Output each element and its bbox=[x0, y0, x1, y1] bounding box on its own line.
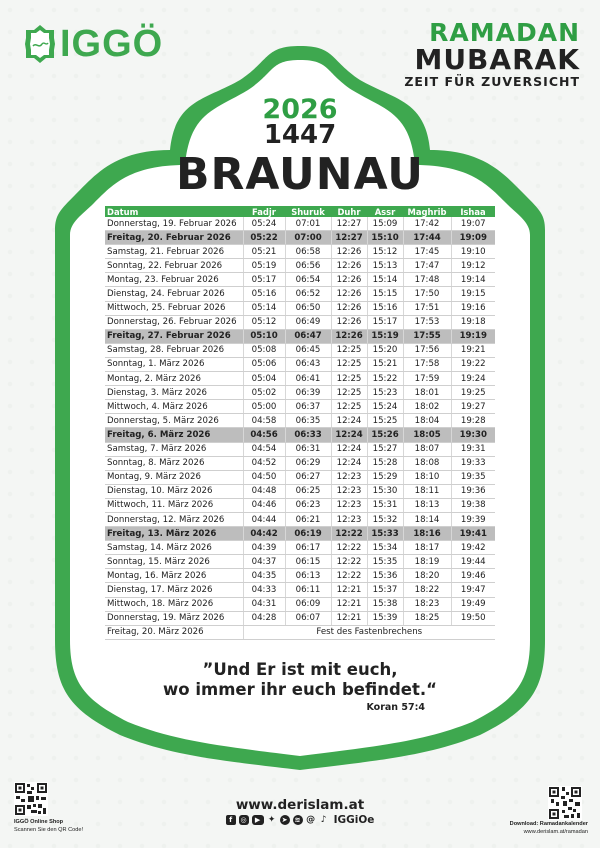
time-cell: 12:22 bbox=[331, 555, 367, 569]
time-cell: 07:00 bbox=[285, 231, 331, 245]
spotify-icon[interactable]: ≋ bbox=[293, 815, 303, 825]
time-cell: 15:23 bbox=[367, 386, 403, 400]
date-cell: Montag, 2. März 2026 bbox=[105, 372, 243, 386]
prayer-times-table bbox=[105, 206, 495, 640]
time-cell: 15:31 bbox=[367, 498, 403, 512]
time-cell: 04:42 bbox=[243, 527, 285, 541]
time-cell: 17:55 bbox=[403, 329, 451, 343]
table-row bbox=[105, 611, 495, 625]
download-title: Download: Ramadankalender bbox=[509, 821, 588, 827]
time-cell: 12:26 bbox=[331, 287, 367, 301]
date-cell: Samstag, 28. Februar 2026 bbox=[105, 343, 243, 357]
time-cell: 04:28 bbox=[243, 611, 285, 625]
column-header: Shuruk bbox=[285, 206, 331, 217]
download-url[interactable]: www.derislam.at/ramadan bbox=[523, 829, 588, 835]
time-cell: 17:44 bbox=[403, 231, 451, 245]
table-row bbox=[105, 569, 495, 583]
logo-text: IGGÖ bbox=[60, 23, 164, 65]
time-cell: 15:14 bbox=[367, 273, 403, 287]
time-cell: 15:32 bbox=[367, 512, 403, 526]
time-cell: 06:27 bbox=[285, 470, 331, 484]
time-cell: 15:09 bbox=[367, 217, 403, 231]
time-cell: 17:45 bbox=[403, 245, 451, 259]
time-cell: 06:43 bbox=[285, 357, 331, 371]
time-cell: 19:28 bbox=[451, 414, 495, 428]
title-mubarak: MUBARAK bbox=[414, 43, 580, 76]
time-cell: 19:42 bbox=[451, 541, 495, 555]
time-cell: 05:08 bbox=[243, 343, 285, 357]
time-cell: 06:11 bbox=[285, 583, 331, 597]
time-cell: 06:49 bbox=[285, 315, 331, 329]
time-cell: 05:19 bbox=[243, 259, 285, 273]
date-cell: Donnerstag, 26. Februar 2026 bbox=[105, 315, 243, 329]
time-cell: 19:47 bbox=[451, 583, 495, 597]
time-cell: 15:38 bbox=[367, 597, 403, 611]
time-cell: 06:47 bbox=[285, 329, 331, 343]
time-cell: 18:08 bbox=[403, 456, 451, 470]
download-qr-code[interactable] bbox=[548, 786, 582, 820]
time-cell: 12:23 bbox=[331, 512, 367, 526]
date-cell: Donnerstag, 12. März 2026 bbox=[105, 512, 243, 526]
time-cell: 19:12 bbox=[451, 259, 495, 273]
time-cell: 06:07 bbox=[285, 611, 331, 625]
time-cell: 07:01 bbox=[285, 217, 331, 231]
date-cell: Samstag, 14. März 2026 bbox=[105, 541, 243, 555]
time-cell: 12:21 bbox=[331, 583, 367, 597]
time-cell: 06:45 bbox=[285, 343, 331, 357]
time-cell: 05:06 bbox=[243, 357, 285, 371]
website-link[interactable]: www.derislam.at bbox=[235, 797, 365, 813]
table-row bbox=[105, 583, 495, 597]
time-cell: 18:23 bbox=[403, 597, 451, 611]
time-cell: 12:21 bbox=[331, 611, 367, 625]
time-cell: 15:34 bbox=[367, 541, 403, 555]
time-cell: 19:16 bbox=[451, 301, 495, 315]
time-cell: 15:15 bbox=[367, 287, 403, 301]
date-cell: Freitag, 13. März 2026 bbox=[105, 527, 243, 541]
time-cell: 12:21 bbox=[331, 597, 367, 611]
time-cell: 04:46 bbox=[243, 498, 285, 512]
time-cell: 17:42 bbox=[403, 217, 451, 231]
time-cell: 05:17 bbox=[243, 273, 285, 287]
time-cell: 18:11 bbox=[403, 484, 451, 498]
time-cell: 04:58 bbox=[243, 414, 285, 428]
time-cell: 06:15 bbox=[285, 555, 331, 569]
time-cell: 19:27 bbox=[451, 400, 495, 414]
time-cell: 06:23 bbox=[285, 498, 331, 512]
title-subtitle: ZEIT FÜR ZUVERSICHT bbox=[404, 74, 580, 89]
table-row bbox=[105, 527, 495, 541]
time-cell: 12:22 bbox=[331, 541, 367, 555]
table-row bbox=[105, 541, 495, 555]
time-cell: 12:24 bbox=[331, 442, 367, 456]
time-cell: 18:07 bbox=[403, 442, 451, 456]
time-cell: 04:48 bbox=[243, 484, 285, 498]
time-cell: 19:46 bbox=[451, 569, 495, 583]
title-ramadan: RAMADAN bbox=[429, 18, 580, 47]
time-cell: 06:58 bbox=[285, 245, 331, 259]
time-cell: 05:12 bbox=[243, 315, 285, 329]
time-cell: 18:13 bbox=[403, 498, 451, 512]
time-cell: 15:37 bbox=[367, 583, 403, 597]
time-cell: 05:02 bbox=[243, 386, 285, 400]
time-cell: 19:50 bbox=[451, 611, 495, 625]
time-cell: 06:21 bbox=[285, 512, 331, 526]
time-cell: 12:26 bbox=[331, 273, 367, 287]
quote-line-1: ”Und Er ist mit euch, bbox=[202, 660, 398, 679]
table-row bbox=[105, 470, 495, 484]
logo-emblem-icon bbox=[24, 24, 56, 64]
time-cell: 17:58 bbox=[403, 357, 451, 371]
table-row-eid bbox=[105, 625, 495, 639]
date-cell: Sonntag, 1. März 2026 bbox=[105, 357, 243, 371]
time-cell: 15:16 bbox=[367, 301, 403, 315]
time-cell: 12:22 bbox=[331, 527, 367, 541]
time-cell: 05:14 bbox=[243, 301, 285, 315]
time-cell: 15:22 bbox=[367, 372, 403, 386]
date-cell: Sonntag, 22. Februar 2026 bbox=[105, 259, 243, 273]
time-cell: 19:07 bbox=[451, 217, 495, 231]
time-cell: 12:25 bbox=[331, 400, 367, 414]
time-cell: 12:26 bbox=[331, 245, 367, 259]
facebook-icon[interactable]: f bbox=[226, 815, 236, 825]
time-cell: 17:47 bbox=[403, 259, 451, 273]
table-row bbox=[105, 428, 495, 442]
time-cell: 12:24 bbox=[331, 414, 367, 428]
time-cell: 06:33 bbox=[285, 428, 331, 442]
time-cell: 12:25 bbox=[331, 372, 367, 386]
date-cell: Donnerstag, 19. Februar 2026 bbox=[105, 217, 243, 231]
table-row bbox=[105, 343, 495, 357]
table-row bbox=[105, 484, 495, 498]
date-cell: Dienstag, 3. März 2026 bbox=[105, 386, 243, 400]
time-cell: 04:31 bbox=[243, 597, 285, 611]
time-cell: 15:24 bbox=[367, 400, 403, 414]
time-cell: 19:35 bbox=[451, 470, 495, 484]
time-cell: 04:50 bbox=[243, 470, 285, 484]
date-cell: Donnerstag, 5. März 2026 bbox=[105, 414, 243, 428]
table-row bbox=[105, 245, 495, 259]
time-cell: 15:33 bbox=[367, 527, 403, 541]
time-cell: 12:24 bbox=[331, 428, 367, 442]
time-cell: 17:51 bbox=[403, 301, 451, 315]
time-cell: 12:25 bbox=[331, 386, 367, 400]
date-cell: Mittwoch, 4. März 2026 bbox=[105, 400, 243, 414]
column-header: Assr bbox=[367, 206, 403, 217]
time-cell: 18:01 bbox=[403, 386, 451, 400]
table-header-row bbox=[105, 206, 495, 217]
date-cell: Sonntag, 15. März 2026 bbox=[105, 555, 243, 569]
time-cell: 06:35 bbox=[285, 414, 331, 428]
quote bbox=[0, 660, 600, 700]
time-cell: 12:23 bbox=[331, 470, 367, 484]
time-cell: 18:17 bbox=[403, 541, 451, 555]
date-cell: Freitag, 20. Februar 2026 bbox=[105, 231, 243, 245]
table-row bbox=[105, 217, 495, 231]
table-row bbox=[105, 329, 495, 343]
time-cell: 06:17 bbox=[285, 541, 331, 555]
time-cell: 04:54 bbox=[243, 442, 285, 456]
time-cell: 05:16 bbox=[243, 287, 285, 301]
table-row bbox=[105, 400, 495, 414]
time-cell: 12:25 bbox=[331, 357, 367, 371]
table-row bbox=[105, 442, 495, 456]
table-row bbox=[105, 301, 495, 315]
date-cell: Dienstag, 10. März 2026 bbox=[105, 484, 243, 498]
table-row bbox=[105, 259, 495, 273]
time-cell: 17:56 bbox=[403, 343, 451, 357]
column-header: Duhr bbox=[331, 206, 367, 217]
date-cell: Mittwoch, 18. März 2026 bbox=[105, 597, 243, 611]
time-cell: 15:17 bbox=[367, 315, 403, 329]
table-row bbox=[105, 315, 495, 329]
time-cell: 17:59 bbox=[403, 372, 451, 386]
time-cell: 19:49 bbox=[451, 597, 495, 611]
date-cell: Montag, 16. März 2026 bbox=[105, 569, 243, 583]
time-cell: 18:14 bbox=[403, 512, 451, 526]
time-cell: 06:25 bbox=[285, 484, 331, 498]
date-cell: Dienstag, 17. März 2026 bbox=[105, 583, 243, 597]
time-cell: 06:09 bbox=[285, 597, 331, 611]
column-header: Maghrib bbox=[403, 206, 451, 217]
time-cell: 19:36 bbox=[451, 484, 495, 498]
date-cell: Samstag, 7. März 2026 bbox=[105, 442, 243, 456]
time-cell: 06:54 bbox=[285, 273, 331, 287]
time-cell: 04:37 bbox=[243, 555, 285, 569]
time-cell: 06:31 bbox=[285, 442, 331, 456]
time-cell: 19:15 bbox=[451, 287, 495, 301]
ramadan-mubarak-title bbox=[404, 20, 580, 90]
time-cell: 19:09 bbox=[451, 231, 495, 245]
time-cell: 12:24 bbox=[331, 456, 367, 470]
time-cell: 05:00 bbox=[243, 400, 285, 414]
date-cell: Mittwoch, 11. März 2026 bbox=[105, 498, 243, 512]
city-title: BRAUNAU bbox=[175, 149, 425, 200]
quote-source: Koran 57:4 bbox=[366, 702, 425, 713]
time-cell: 19:21 bbox=[451, 343, 495, 357]
time-cell: 06:52 bbox=[285, 287, 331, 301]
time-cell: 04:52 bbox=[243, 456, 285, 470]
time-cell: 17:53 bbox=[403, 315, 451, 329]
time-cell: 15:12 bbox=[367, 245, 403, 259]
time-cell: 19:30 bbox=[451, 428, 495, 442]
time-cell: 15:20 bbox=[367, 343, 403, 357]
time-cell: 15:10 bbox=[367, 231, 403, 245]
column-header: Fadjr bbox=[243, 206, 285, 217]
time-cell: 15:27 bbox=[367, 442, 403, 456]
time-cell: 15:28 bbox=[367, 456, 403, 470]
time-cell: 05:24 bbox=[243, 217, 285, 231]
time-cell: 19:38 bbox=[451, 498, 495, 512]
table-row bbox=[105, 273, 495, 287]
date-cell: Donnerstag, 19. März 2026 bbox=[105, 611, 243, 625]
time-cell: 19:10 bbox=[451, 245, 495, 259]
time-cell: 19:14 bbox=[451, 273, 495, 287]
twitter-icon[interactable]: ✦ bbox=[267, 815, 276, 825]
table-row bbox=[105, 498, 495, 512]
time-cell: 05:04 bbox=[243, 372, 285, 386]
time-cell: 15:21 bbox=[367, 357, 403, 371]
time-cell: 04:35 bbox=[243, 569, 285, 583]
time-cell: 05:10 bbox=[243, 329, 285, 343]
threads-icon[interactable]: @ bbox=[306, 815, 316, 825]
time-cell: 04:39 bbox=[243, 541, 285, 555]
shop-subtitle: Scannen Sie den QR Code! bbox=[14, 827, 84, 833]
youtube-icon[interactable]: ▶ bbox=[252, 815, 264, 825]
table-row bbox=[105, 414, 495, 428]
time-cell: 04:56 bbox=[243, 428, 285, 442]
table-row bbox=[105, 597, 495, 611]
time-cell: 18:02 bbox=[403, 400, 451, 414]
table-row bbox=[105, 372, 495, 386]
date-cell: Samstag, 21. Februar 2026 bbox=[105, 245, 243, 259]
time-cell: 19:24 bbox=[451, 372, 495, 386]
date-cell: Sonntag, 8. März 2026 bbox=[105, 456, 243, 470]
date-cell: Freitag, 20. März 2026 bbox=[105, 625, 243, 639]
time-cell: 15:35 bbox=[367, 555, 403, 569]
shop-title: IGGÖ Online Shop bbox=[14, 819, 64, 825]
time-cell: 19:31 bbox=[451, 442, 495, 456]
table-row bbox=[105, 555, 495, 569]
time-cell: 04:33 bbox=[243, 583, 285, 597]
date-cell: Freitag, 6. März 2026 bbox=[105, 428, 243, 442]
tiktok-icon[interactable]: ♪ bbox=[320, 815, 327, 825]
time-cell: 18:22 bbox=[403, 583, 451, 597]
time-cell: 05:21 bbox=[243, 245, 285, 259]
time-cell: 15:13 bbox=[367, 259, 403, 273]
time-cell: 19:19 bbox=[451, 329, 495, 343]
time-cell: 15:25 bbox=[367, 414, 403, 428]
table-row bbox=[105, 231, 495, 245]
year-gregorian: 2026 bbox=[262, 94, 338, 125]
time-cell: 15:36 bbox=[367, 569, 403, 583]
time-cell: 06:56 bbox=[285, 259, 331, 273]
time-cell: 05:22 bbox=[243, 231, 285, 245]
download-caption bbox=[510, 820, 588, 836]
time-cell: 12:26 bbox=[331, 301, 367, 315]
column-header: Ishaa bbox=[451, 206, 495, 217]
time-cell: 06:41 bbox=[285, 372, 331, 386]
time-cell: 19:44 bbox=[451, 555, 495, 569]
time-cell: 15:26 bbox=[367, 428, 403, 442]
time-cell: 19:33 bbox=[451, 456, 495, 470]
date-cell: Dienstag, 24. Februar 2026 bbox=[105, 287, 243, 301]
eid-note: Fest des Fastenbrechens bbox=[243, 625, 495, 639]
time-cell: 19:41 bbox=[451, 527, 495, 541]
time-cell: 06:39 bbox=[285, 386, 331, 400]
quote-line-2: wo immer ihr euch befindet.“ bbox=[163, 680, 437, 699]
time-cell: 12:25 bbox=[331, 343, 367, 357]
table-row bbox=[105, 386, 495, 400]
time-cell: 12:27 bbox=[331, 231, 367, 245]
time-cell: 06:19 bbox=[285, 527, 331, 541]
time-cell: 19:18 bbox=[451, 315, 495, 329]
time-cell: 18:05 bbox=[403, 428, 451, 442]
date-cell: Mittwoch, 25. Februar 2026 bbox=[105, 301, 243, 315]
social-handle[interactable]: IGGiOe bbox=[333, 814, 375, 826]
time-cell: 06:37 bbox=[285, 400, 331, 414]
time-cell: 18:10 bbox=[403, 470, 451, 484]
time-cell: 12:23 bbox=[331, 484, 367, 498]
time-cell: 15:29 bbox=[367, 470, 403, 484]
time-cell: 18:25 bbox=[403, 611, 451, 625]
time-cell: 06:29 bbox=[285, 456, 331, 470]
date-cell: Montag, 23. Februar 2026 bbox=[105, 273, 243, 287]
column-header: Datum bbox=[105, 206, 243, 217]
time-cell: 18:20 bbox=[403, 569, 451, 583]
time-cell: 15:39 bbox=[367, 611, 403, 625]
table-row bbox=[105, 287, 495, 301]
time-cell: 18:16 bbox=[403, 527, 451, 541]
time-cell: 17:50 bbox=[403, 287, 451, 301]
time-cell: 12:27 bbox=[331, 217, 367, 231]
time-cell: 15:19 bbox=[367, 329, 403, 343]
time-cell: 19:22 bbox=[451, 357, 495, 371]
time-cell: 12:26 bbox=[331, 259, 367, 273]
time-cell: 18:19 bbox=[403, 555, 451, 569]
time-cell: 12:23 bbox=[331, 498, 367, 512]
table-row bbox=[105, 512, 495, 526]
time-cell: 15:30 bbox=[367, 484, 403, 498]
table-row bbox=[105, 456, 495, 470]
time-cell: 18:04 bbox=[403, 414, 451, 428]
time-cell: 19:39 bbox=[451, 512, 495, 526]
time-cell: 19:25 bbox=[451, 386, 495, 400]
time-cell: 06:50 bbox=[285, 301, 331, 315]
year-hijri: 1447 bbox=[263, 120, 337, 150]
table-row bbox=[105, 357, 495, 371]
date-cell: Freitag, 27. Februar 2026 bbox=[105, 329, 243, 343]
time-cell: 12:26 bbox=[331, 315, 367, 329]
time-cell: 12:22 bbox=[331, 569, 367, 583]
date-cell: Montag, 9. März 2026 bbox=[105, 470, 243, 484]
telegram-icon[interactable]: ➤ bbox=[280, 815, 290, 825]
time-cell: 17:48 bbox=[403, 273, 451, 287]
time-cell: 12:26 bbox=[331, 329, 367, 343]
iggo-logo bbox=[24, 24, 163, 64]
time-cell: 06:13 bbox=[285, 569, 331, 583]
instagram-icon[interactable]: ◎ bbox=[240, 816, 247, 824]
time-cell: 04:44 bbox=[243, 512, 285, 526]
